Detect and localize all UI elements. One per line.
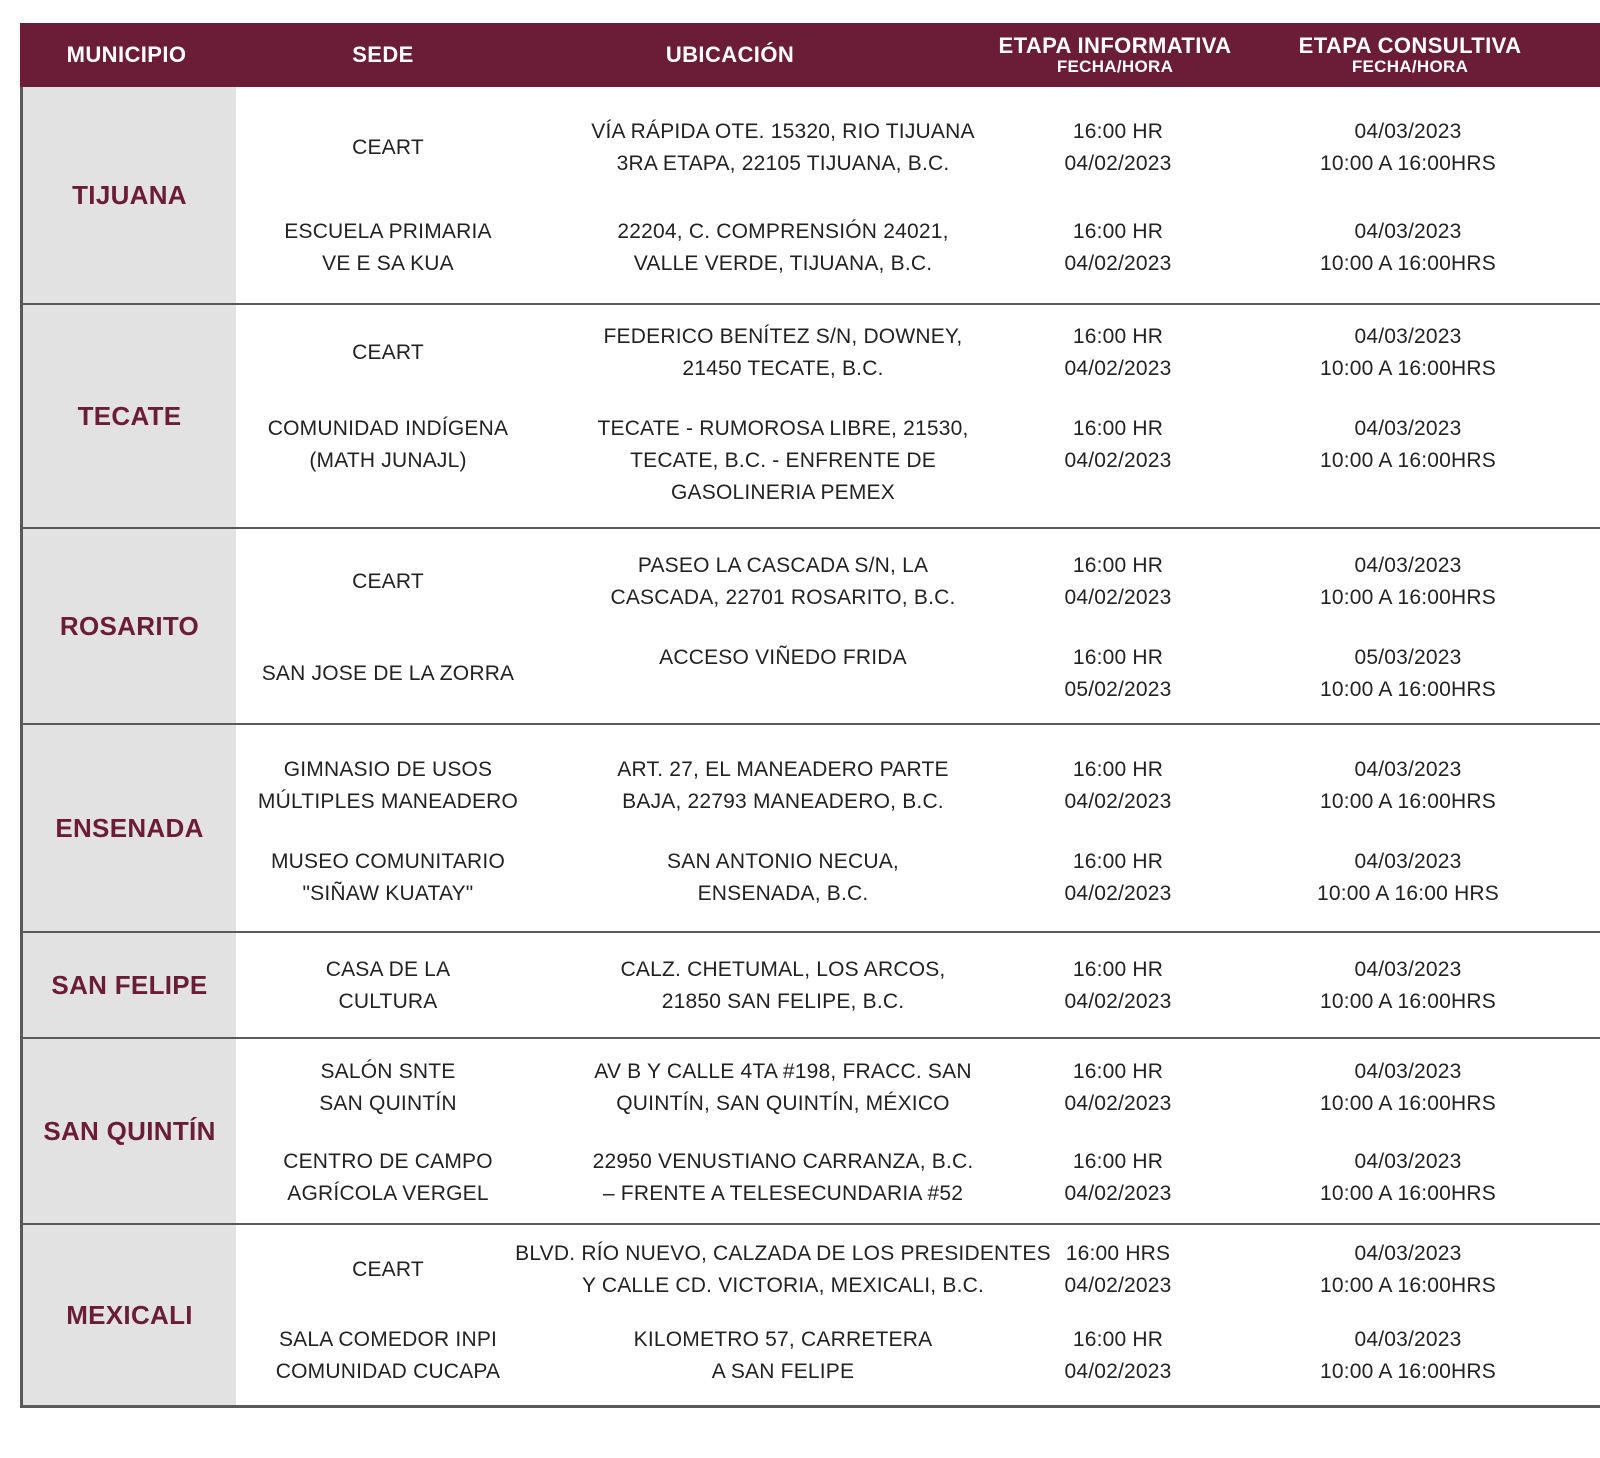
consultiva-line: 04/03/2023 — [1354, 850, 1462, 873]
ubicacion-line: ENSENADA, B.C. — [697, 882, 869, 905]
table-header — [20, 23, 1600, 87]
ubicacion-line: TECATE - RUMOROSA LIBRE, 21530, — [597, 417, 969, 440]
ubicacion-line: FEDERICO BENÍTEZ S/N, DOWNEY, — [603, 325, 963, 348]
informativa-line: 16:00 HR — [1072, 120, 1164, 143]
informativa-cell — [1023, 116, 1213, 180]
ubicacion-cell — [513, 413, 1053, 509]
informativa-cell — [1023, 754, 1213, 818]
ubicacion-line: VALLE VERDE, TIJUANA, B.C. — [633, 252, 933, 275]
consultiva-cell — [1283, 1238, 1533, 1302]
consultiva-line: 10:00 A 16:00HRS — [1320, 1092, 1496, 1115]
municipio-group — [23, 933, 1600, 1037]
informativa-line: 04/02/2023 — [1064, 1182, 1172, 1205]
informativa-line: 16:00 HR — [1072, 554, 1164, 577]
consultiva-cell — [1283, 846, 1533, 910]
ubicacion-line: AV B Y CALLE 4TA #198, FRACC. SAN — [594, 1060, 972, 1083]
schedule-table — [20, 23, 1600, 1408]
municipio-name: ENSENADA — [55, 812, 204, 843]
ubicacion-line: Y CALLE CD. VICTORIA, MEXICALI, B.C. — [581, 1274, 985, 1297]
informativa-cell — [1023, 642, 1213, 706]
consultiva-cell — [1283, 413, 1533, 477]
consultiva-line: 04/03/2023 — [1354, 120, 1462, 143]
ubicacion-line: ART. 27, EL MANEADERO PARTE — [617, 758, 949, 781]
ubicacion-line: VÍA RÁPIDA OTE. 15320, RIO TIJUANA — [591, 120, 975, 143]
municipio-name: TECATE — [77, 400, 182, 431]
sede-line: MÚLTIPLES MANEADERO — [257, 790, 519, 813]
consultiva-cell — [1283, 116, 1533, 180]
sede-cell — [238, 754, 538, 818]
consultiva-line: 10:00 A 16:00HRS — [1320, 790, 1496, 813]
sede-cell — [238, 1056, 538, 1120]
municipio-group — [23, 87, 1600, 303]
consultiva-line: 10:00 A 16:00HRS — [1320, 1360, 1496, 1383]
ubicacion-line: 21850 SAN FELIPE, B.C. — [661, 990, 905, 1013]
municipio-group — [23, 529, 1600, 723]
ubicacion-line: 22950 VENUSTIANO CARRANZA, B.C. — [592, 1150, 974, 1173]
informativa-line: 04/02/2023 — [1064, 1092, 1172, 1115]
ubicacion-cell — [513, 1238, 1053, 1302]
informativa-line: 04/02/2023 — [1064, 990, 1172, 1013]
municipio-group — [23, 1225, 1600, 1405]
informativa-cell — [1023, 413, 1213, 477]
ubicacion-cell — [513, 116, 1053, 180]
sede-cell — [238, 846, 538, 910]
sede-line: SALÓN SNTE — [320, 1060, 456, 1083]
consultiva-line: 10:00 A 16:00HRS — [1320, 357, 1496, 380]
consultiva-cell — [1283, 1146, 1533, 1210]
sede-line: SAN QUINTÍN — [319, 1092, 457, 1115]
ubicacion-line: A SAN FELIPE — [711, 1360, 855, 1383]
sede-cell — [238, 566, 538, 598]
sede-cell — [238, 1254, 538, 1286]
ubicacion-line: BAJA, 22793 MANEADERO, B.C. — [622, 790, 944, 813]
informativa-cell — [1023, 1146, 1213, 1210]
informativa-line: 16:00 HRS — [1065, 1242, 1171, 1265]
ubicacion-line: TECATE, B.C. - ENFRENTE DE — [630, 449, 936, 472]
ubicacion-line: BLVD. RÍO NUEVO, CALZADA DE LOS PRESIDENTES — [515, 1242, 1051, 1265]
ubicacion-line: – FRENTE A TELESECUNDARIA #52 — [602, 1182, 964, 1205]
sede-line: MUSEO COMUNITARIO — [270, 850, 505, 873]
informativa-line: 04/02/2023 — [1064, 449, 1172, 472]
informativa-line: 16:00 HR — [1072, 417, 1164, 440]
ubicacion-cell — [513, 754, 1053, 818]
ubicacion-line: 3RA ETAPA, 22105 TIJUANA, B.C. — [616, 152, 950, 175]
ubicacion-line: CALZ. CHETUMAL, LOS ARCOS, — [620, 958, 946, 981]
informativa-line: 04/02/2023 — [1064, 152, 1172, 175]
municipio-name: TIJUANA — [72, 179, 187, 210]
ubicacion-cell — [513, 954, 1053, 1018]
informativa-line: 16:00 HR — [1072, 220, 1164, 243]
header-sede-label: SEDE — [352, 42, 414, 67]
consultiva-line: 10:00 A 16:00HRS — [1320, 449, 1496, 472]
header-ubicacion — [500, 23, 960, 87]
header-municipio — [20, 23, 233, 87]
consultiva-line: 04/03/2023 — [1354, 220, 1462, 243]
header-etapa-consultiva — [1270, 23, 1550, 87]
sede-line: SAN JOSE DE LA ZORRA — [261, 662, 515, 685]
municipio-name: SAN FELIPE — [51, 969, 208, 1000]
informativa-line: 04/02/2023 — [1064, 252, 1172, 275]
consultiva-cell — [1283, 754, 1533, 818]
informativa-line: 16:00 HR — [1072, 758, 1164, 781]
municipio-name: SAN QUINTÍN — [43, 1115, 216, 1146]
consultiva-line: 04/03/2023 — [1354, 958, 1462, 981]
ubicacion-cell — [513, 550, 1053, 614]
consultiva-line: 05/03/2023 — [1354, 646, 1462, 669]
ubicacion-cell — [513, 1146, 1053, 1210]
ubicacion-line: GASOLINERIA PEMEX — [671, 481, 895, 504]
consultiva-cell — [1283, 216, 1533, 280]
ubicacion-line: QUINTÍN, SAN QUINTÍN, MÉXICO — [616, 1092, 950, 1115]
consultiva-line: 04/03/2023 — [1354, 1060, 1462, 1083]
sede-line: GIMNASIO DE USOS — [283, 758, 493, 781]
informativa-line: 16:00 HR — [1072, 646, 1164, 669]
sede-cell — [238, 337, 538, 369]
sede-cell — [238, 216, 538, 280]
ubicacion-cell — [513, 1056, 1053, 1120]
consultiva-cell — [1283, 550, 1533, 614]
sede-line: COMUNIDAD INDÍGENA — [267, 417, 509, 440]
municipio-name: MEXICALI — [66, 1299, 193, 1330]
informativa-line: 04/02/2023 — [1064, 586, 1172, 609]
informativa-line: 16:00 HR — [1072, 1060, 1164, 1083]
municipio-group — [23, 1039, 1600, 1223]
informativa-line: 16:00 HR — [1072, 1150, 1164, 1173]
consultiva-line: 10:00 A 16:00HRS — [1320, 990, 1496, 1013]
consultiva-cell — [1283, 954, 1533, 1018]
ubicacion-line: 21450 TECATE, B.C. — [682, 357, 884, 380]
informativa-cell — [1023, 954, 1213, 1018]
municipio-cell — [23, 1225, 236, 1405]
informativa-line: 04/02/2023 — [1064, 1360, 1172, 1383]
municipio-cell — [23, 725, 236, 931]
consultiva-line: 04/03/2023 — [1354, 1328, 1462, 1351]
informativa-line: 16:00 HR — [1072, 850, 1164, 873]
municipio-cell — [23, 87, 236, 303]
sede-line: CENTRO DE CAMPO — [283, 1150, 493, 1173]
municipio-group — [23, 305, 1600, 527]
consultiva-cell — [1283, 321, 1533, 385]
municipio-name: ROSARITO — [59, 610, 200, 641]
ubicacion-cell — [513, 846, 1053, 910]
consultiva-line: 10:00 A 16:00 HRS — [1316, 882, 1500, 905]
ubicacion-line: PASEO LA CASCADA S/N, LA — [637, 554, 929, 577]
sede-line: COMUNIDAD CUCAPA — [275, 1360, 501, 1383]
sede-cell — [238, 1324, 538, 1388]
consultiva-line: 04/03/2023 — [1354, 1150, 1462, 1173]
sede-cell — [238, 954, 538, 1018]
informativa-cell — [1023, 550, 1213, 614]
header-sede — [233, 23, 533, 87]
consultiva-line: 10:00 A 16:00HRS — [1320, 152, 1496, 175]
ubicacion-cell — [513, 216, 1053, 280]
sede-line: CEART — [352, 136, 424, 159]
consultiva-line: 10:00 A 16:00HRS — [1320, 678, 1496, 701]
informativa-cell — [1023, 1324, 1213, 1388]
header-informativa-label: ETAPA INFORMATIVA — [998, 33, 1232, 58]
sede-line: CEART — [352, 570, 424, 593]
consultiva-line: 04/03/2023 — [1354, 417, 1462, 440]
sede-line: CEART — [352, 341, 424, 364]
table-body — [20, 87, 1600, 1408]
consultiva-cell — [1283, 642, 1533, 706]
header-consultiva-label: ETAPA CONSULTIVA — [1298, 33, 1522, 58]
ubicacion-line: CASCADA, 22701 ROSARITO, B.C. — [610, 586, 956, 609]
sede-line: SALA COMEDOR INPI — [278, 1328, 498, 1351]
ubicacion-cell — [513, 1324, 1053, 1388]
header-municipio-label: MUNICIPIO — [66, 42, 187, 67]
ubicacion-line: KILOMETRO 57, CARRETERA — [633, 1328, 933, 1351]
informativa-line: 16:00 HR — [1072, 958, 1164, 981]
ubicacion-line: SAN ANTONIO NECUA, — [667, 850, 899, 873]
informativa-cell — [1023, 1056, 1213, 1120]
consultiva-line: 10:00 A 16:00HRS — [1320, 252, 1496, 275]
municipio-cell — [23, 305, 236, 527]
sede-line: CEART — [352, 1258, 424, 1281]
informativa-line: 04/02/2023 — [1064, 357, 1172, 380]
consultiva-line: 04/03/2023 — [1354, 758, 1462, 781]
sede-line: ESCUELA PRIMARIA — [284, 220, 492, 243]
ubicacion-line: 22204, C. COMPRENSIÓN 24021, — [617, 220, 949, 243]
informativa-cell — [1023, 1238, 1213, 1302]
municipio-group — [23, 725, 1600, 931]
consultiva-line: 04/03/2023 — [1354, 325, 1462, 348]
consultiva-cell — [1283, 1056, 1533, 1120]
municipio-cell — [23, 529, 236, 723]
informativa-line: 04/02/2023 — [1064, 1274, 1172, 1297]
ubicacion-cell — [513, 642, 1053, 674]
informativa-cell — [1023, 321, 1213, 385]
municipio-cell — [23, 1039, 236, 1223]
ubicacion-line: ACCESO VIÑEDO FRIDA — [659, 646, 907, 669]
ubicacion-cell — [513, 321, 1053, 385]
consultiva-line: 10:00 A 16:00HRS — [1320, 1182, 1496, 1205]
sede-cell — [238, 132, 538, 164]
header-informativa-sub: FECHA/HORA — [1056, 57, 1174, 76]
sede-line: "SIÑAW KUATAY" — [302, 882, 474, 905]
consultiva-line: 04/03/2023 — [1354, 554, 1462, 577]
sede-line: VE E SA KUA — [322, 252, 454, 275]
informativa-line: 04/02/2023 — [1064, 882, 1172, 905]
informativa-line: 16:00 HR — [1072, 325, 1164, 348]
header-ubicacion-label: UBICACIÓN — [665, 42, 795, 67]
sede-line: CULTURA — [338, 990, 438, 1013]
header-etapa-informativa — [975, 23, 1255, 87]
sede-line: CASA DE LA — [325, 958, 451, 981]
header-consultiva-sub: FECHA/HORA — [1351, 57, 1469, 76]
informativa-line: 04/02/2023 — [1064, 790, 1172, 813]
consultiva-line: 10:00 A 16:00HRS — [1320, 1274, 1496, 1297]
sede-cell — [238, 658, 538, 690]
sede-cell — [238, 413, 538, 477]
sede-line: (MATH JUNAJL) — [309, 449, 467, 472]
consultiva-line: 04/03/2023 — [1354, 1242, 1462, 1265]
informativa-cell — [1023, 846, 1213, 910]
sede-cell — [238, 1146, 538, 1210]
informativa-line: 16:00 HR — [1072, 1328, 1164, 1351]
consultiva-cell — [1283, 1324, 1533, 1388]
informativa-line: 05/02/2023 — [1064, 678, 1172, 701]
municipio-cell — [23, 933, 236, 1037]
informativa-cell — [1023, 216, 1213, 280]
consultiva-line: 10:00 A 16:00HRS — [1320, 586, 1496, 609]
sede-line: AGRÍCOLA VERGEL — [287, 1182, 489, 1205]
